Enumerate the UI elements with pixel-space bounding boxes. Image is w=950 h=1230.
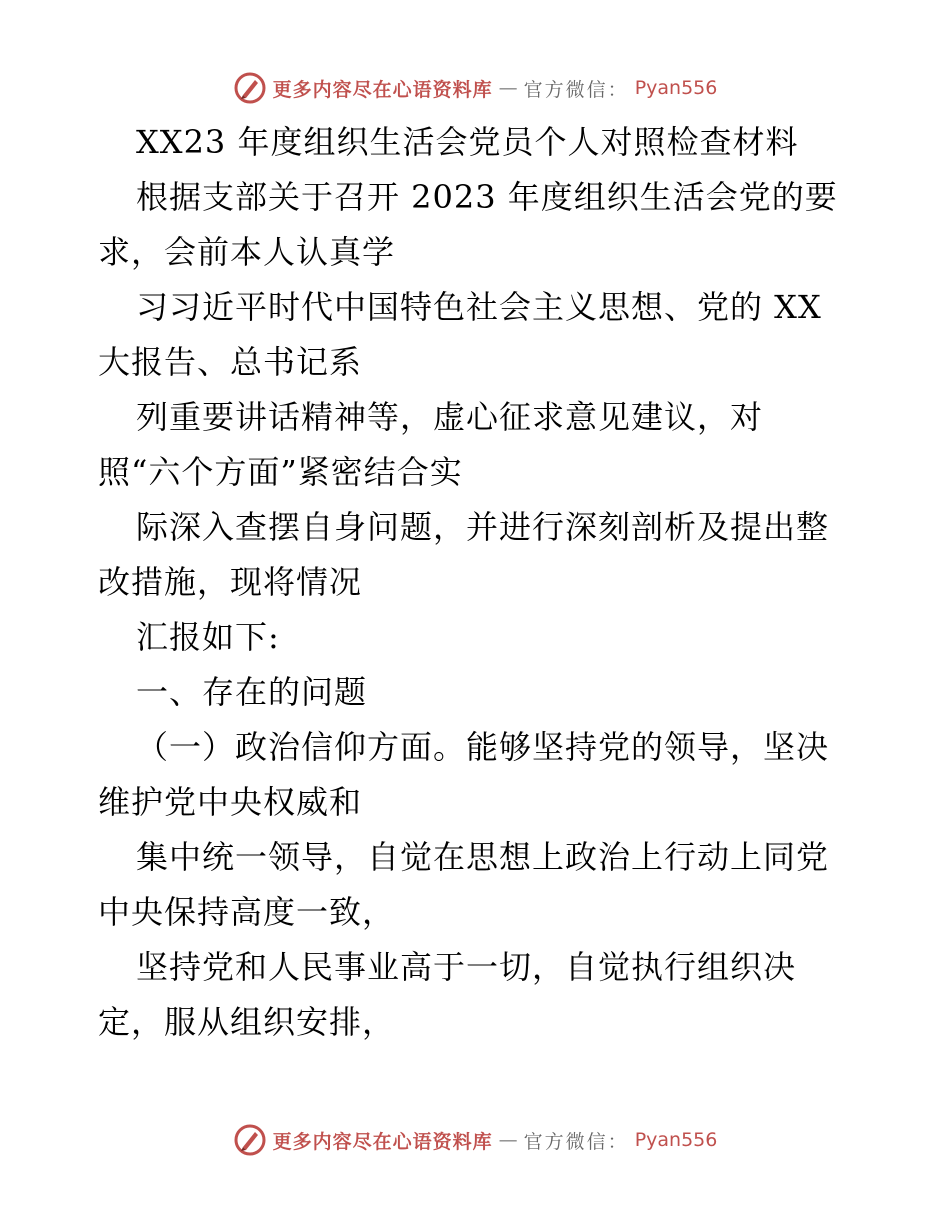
doc-line: 中央保持高度一致，	[98, 893, 396, 931]
watermark-separator: —	[498, 77, 518, 99]
doc-line: 习习近平时代中国特色社会主义思想、党的 XX	[136, 288, 822, 326]
doc-line: 定，服从组织安排，	[98, 1003, 396, 1041]
doc-line: 根据支部关于召开 2023 年度组织生活会党的要	[136, 178, 838, 216]
header-watermark	[0, 68, 950, 108]
doc-title: XX23 年度组织生活会党员个人对照检查材料	[136, 123, 799, 161]
doc-line: 汇报如下:	[136, 618, 280, 656]
watermark-label: 官方微信：	[523, 78, 629, 101]
watermark-content	[233, 71, 718, 105]
doc-line: 改措施，现将情况	[98, 563, 363, 601]
doc-line: 列重要讲话精神等，虚心征求意见建议，对	[136, 398, 764, 436]
doc-line: 维护党中央权威和	[98, 783, 363, 821]
footer-watermark	[0, 1120, 950, 1160]
doc-line: 大报告、总书记系	[98, 343, 363, 381]
doc-line: （一）政治信仰方面。能够坚持党的领导，坚决	[136, 728, 830, 766]
doc-line: 坚持党和人民事业高于一切，自觉执行组织决	[136, 948, 797, 986]
doc-line: 集中统一领导，自觉在思想上政治上行动上同党	[136, 838, 830, 876]
watermark-wechat-id: Pyan556	[634, 77, 718, 99]
doc-line: 求，会前本人认真学	[98, 233, 396, 271]
watermark-content	[233, 1123, 718, 1157]
section-heading: 一、存在的问题	[136, 673, 368, 711]
watermark-label: 官方微信：	[523, 1130, 629, 1153]
pen-logo-icon	[233, 71, 267, 105]
document-body	[98, 124, 858, 1040]
watermark-site-text: 更多内容尽在心语资料库	[272, 1130, 493, 1153]
doc-line: 际深入查摆自身问题，并进行深刻剖析及提出整	[136, 508, 830, 546]
pen-logo-icon	[233, 1123, 267, 1157]
watermark-wechat-id: Pyan556	[634, 1129, 718, 1151]
watermark-separator: —	[498, 1129, 518, 1151]
doc-line: 照“六个方面”紧密结合实	[98, 453, 463, 491]
watermark-site-text: 更多内容尽在心语资料库	[272, 78, 493, 101]
